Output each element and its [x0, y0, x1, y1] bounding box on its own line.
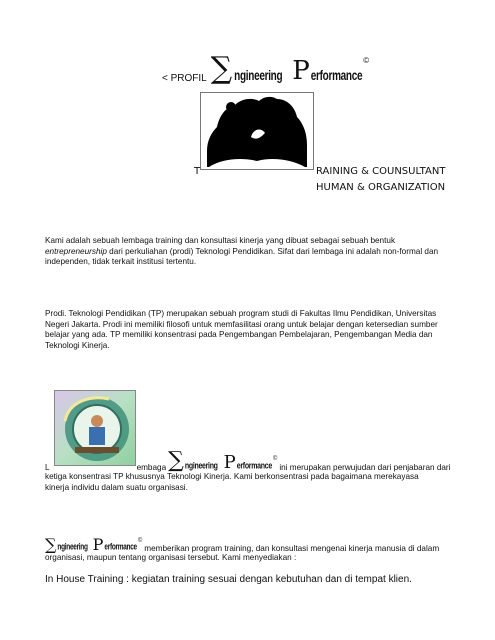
title-prefix: < PROFIL — [162, 73, 207, 84]
brand-word-erformance-inline: erformance — [236, 461, 272, 472]
tagline-initial: T — [194, 166, 201, 177]
paragraph-services-after-brand: memberikan program training, dan konsultasi mengenai kinerja manusia di dalam — [144, 544, 440, 553]
copyright-mark-inline: © — [272, 456, 278, 462]
paragraph-intro — [45, 236, 445, 268]
paragraph-lembaga-rest: ketiga konsentrasi TP khususnya Teknologi Kinerja. Kami berkonsentrasi pada bagaimana merekayasa kinerja individu dalam suatu organisasi. — [45, 472, 419, 492]
paragraph-lembaga-after-brand: ini merupakan perwujudan dari penjabaran dari — [279, 463, 451, 472]
brand-word-ngineering-inline: ngineering — [184, 461, 218, 472]
tagline-line-1: RAINING & COUNSULTANT — [316, 166, 446, 177]
people-silhouette-icon — [201, 93, 313, 169]
brand-sigma: ∑ — [210, 51, 233, 86]
in-house-training-item: In House Training : kegiatan training sesuai dengan kebutuhan dan di tempat klien. — [45, 574, 412, 585]
tagline-line-2: HUMAN & ORGANIZATION — [316, 182, 446, 193]
paragraph-intro-italic: entrepreneurship — [45, 246, 107, 256]
copyright-mark: © — [363, 56, 370, 65]
brand-letter-p: P — [292, 56, 310, 86]
paragraph-services-first-line — [45, 535, 439, 553]
brand-letter-p-inline: P — [223, 452, 236, 473]
brand-word-erformance-services: erformance — [104, 542, 137, 553]
paragraph-intro-part2: dari perkuliahan (prodi) Teknologi Pendidikan. Sifat dari lembaga ini adalah non-formal dan independen, tidak terkait institusi tertentu. — [45, 246, 439, 267]
paragraph-services-rest: organisasi, maupun tentang organisasi tersebut. Kami menyediakan : — [45, 553, 297, 562]
paragraph-lembaga-initial: L — [45, 463, 50, 472]
brand-word-ngineering-services: ngineering — [57, 542, 88, 553]
copyright-mark-services: © — [137, 538, 143, 544]
people-silhouette-logo — [200, 92, 314, 170]
brand-word-ngineering: ngineering — [234, 69, 283, 84]
paragraph-intro-part1: Kami adalah sebuah lembaga training dan konsultasi kinerja yang dibuat sebagai sebuah bentuk — [45, 236, 396, 245]
paragraph-lembaga-word: embaga — [136, 463, 167, 472]
brand-word-erformance: erformance — [310, 69, 363, 84]
brand-letter-p-services: P — [92, 535, 104, 554]
brand-sigma-inline: ∑ — [168, 448, 184, 473]
paragraph-prodi: Prodi. Teknologi Pendidikan (TP) merupakan sebuah program studi di Fakultas Ilmu Pendidikan, Universitas Negeri Jakarta. Prodi ini memiliki filosofi untuk memfasilitasi orang untuk belajar dengan ketersedian sumber belajar yang ada. TP memiliki konsentrasi pada Pengembangan Pembelajaran, Pengembangan Media dan Teknologi Kinerja. — [45, 309, 438, 350]
paragraph-lembaga-first-line — [45, 448, 451, 473]
document-title — [162, 50, 369, 84]
brand-sigma-services: ∑ — [45, 535, 57, 554]
